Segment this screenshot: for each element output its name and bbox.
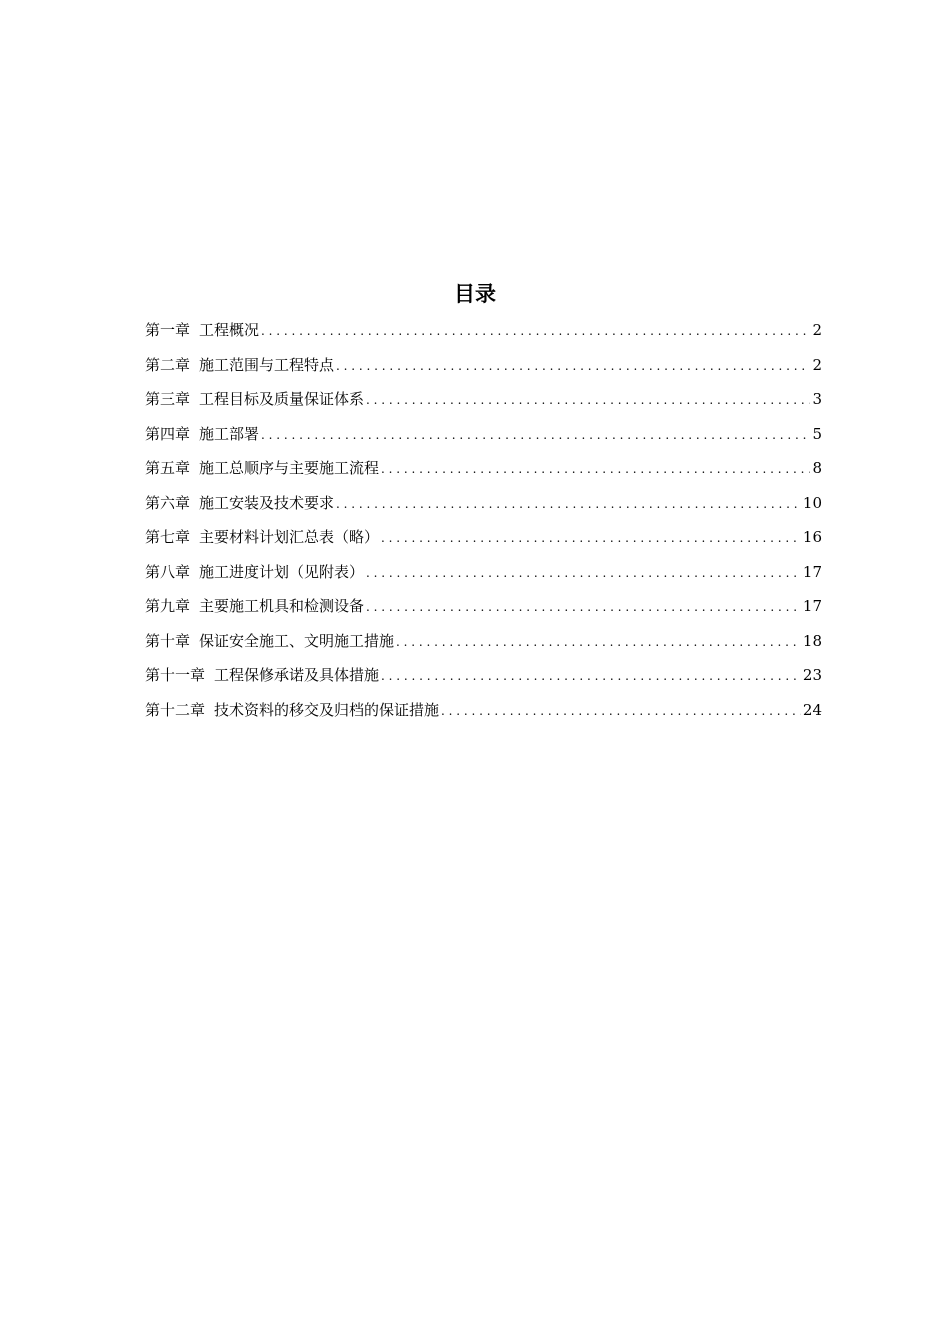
toc-dot-leader bbox=[261, 423, 810, 447]
toc-chapter-number: 第六章 bbox=[145, 493, 191, 512]
toc-dot-leader bbox=[381, 457, 810, 481]
toc-chapter-number: 第二章 bbox=[145, 355, 191, 374]
toc-page-number: 10 bbox=[802, 493, 822, 512]
toc-entry[interactable] bbox=[145, 698, 822, 733]
toc-page-number: 17 bbox=[802, 562, 822, 581]
toc-dot-leader bbox=[336, 354, 810, 378]
toc-entry-title: 施工总顺序与主要施工流程 bbox=[199, 459, 380, 477]
toc-entry[interactable] bbox=[145, 422, 822, 457]
toc-chapter-number: 第九章 bbox=[145, 597, 191, 615]
toc-entry[interactable] bbox=[145, 594, 822, 629]
toc-page-number: 5 bbox=[812, 424, 822, 443]
toc-chapter-number: 第三章 bbox=[145, 390, 191, 408]
toc-entry[interactable] bbox=[145, 663, 822, 698]
toc-chapter-number: 第十二章 bbox=[145, 700, 206, 719]
toc-page-number: 3 bbox=[812, 390, 822, 408]
toc-page-number: 18 bbox=[802, 631, 822, 650]
toc-page-number: 24 bbox=[802, 700, 822, 719]
toc-page-number: 23 bbox=[802, 666, 822, 684]
toc-chapter-number: 第十章 bbox=[145, 631, 191, 650]
toc-list bbox=[145, 318, 822, 732]
toc-entry[interactable] bbox=[145, 387, 822, 422]
toc-entry-title: 施工范围与工程特点 bbox=[199, 355, 335, 374]
toc-page-number: 17 bbox=[802, 597, 822, 615]
toc-entry-title: 施工进度计划（见附表） bbox=[199, 562, 365, 581]
toc-page-number: 16 bbox=[802, 528, 822, 546]
toc-chapter-number: 第八章 bbox=[145, 562, 191, 581]
toc-entry-title: 主要施工机具和检测设备 bbox=[199, 597, 365, 615]
toc-chapter-number: 第一章 bbox=[145, 321, 191, 339]
toc-entry-title: 技术资料的移交及归档的保证措施 bbox=[214, 700, 440, 719]
toc-dot-leader bbox=[366, 561, 801, 585]
toc-entry-title: 主要材料计划汇总表（略） bbox=[199, 528, 380, 546]
toc-dot-leader bbox=[396, 630, 801, 654]
toc-dot-leader bbox=[381, 664, 801, 688]
toc-entry-title: 工程目标及质量保证体系 bbox=[199, 390, 365, 408]
toc-entry[interactable] bbox=[145, 629, 822, 664]
toc-entry-title: 保证安全施工、文明施工措施 bbox=[199, 631, 395, 650]
toc-entry[interactable] bbox=[145, 491, 822, 526]
toc-chapter-number: 第四章 bbox=[145, 424, 191, 443]
toc-entry-title: 工程概况 bbox=[199, 321, 260, 339]
toc-entry[interactable] bbox=[145, 353, 822, 388]
toc-entry[interactable] bbox=[145, 456, 822, 491]
toc-entry-title: 施工安装及技术要求 bbox=[199, 493, 335, 512]
toc-entry-title: 施工部署 bbox=[199, 424, 260, 443]
toc-dot-leader bbox=[261, 319, 810, 343]
toc-entry[interactable] bbox=[145, 525, 822, 560]
toc-entry-title: 工程保修承诺及具体措施 bbox=[214, 666, 380, 684]
toc-chapter-number: 第七章 bbox=[145, 528, 191, 546]
toc-page-number: 8 bbox=[812, 459, 822, 477]
toc-entry[interactable] bbox=[145, 560, 822, 595]
toc-dot-leader bbox=[441, 699, 801, 723]
toc-title: 目录 bbox=[454, 282, 496, 306]
toc-chapter-number: 第五章 bbox=[145, 459, 191, 477]
toc-dot-leader bbox=[366, 388, 810, 412]
toc-dot-leader bbox=[381, 526, 801, 550]
toc-page-number: 2 bbox=[812, 355, 822, 374]
toc-entry[interactable] bbox=[145, 318, 822, 353]
toc-dot-leader bbox=[366, 595, 801, 619]
toc-dot-leader bbox=[336, 492, 801, 516]
toc-page-number: 2 bbox=[812, 321, 822, 339]
toc-chapter-number: 第十一章 bbox=[145, 666, 206, 684]
